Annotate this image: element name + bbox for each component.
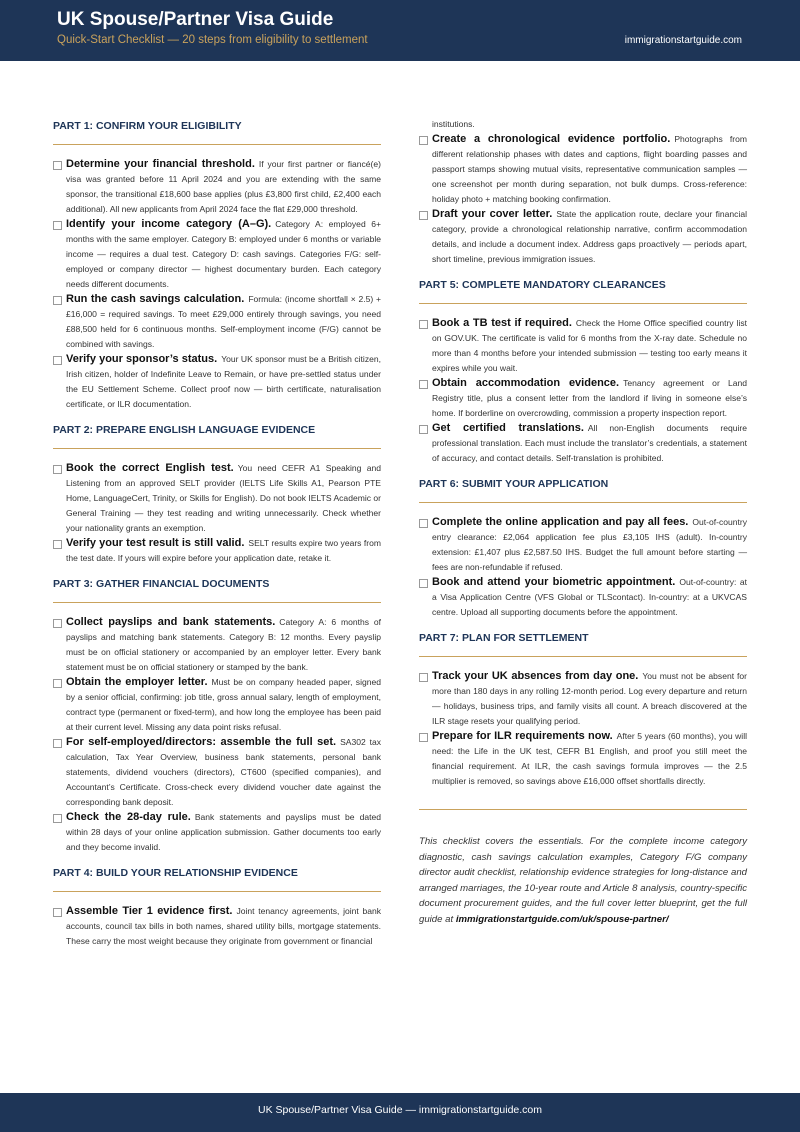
item-lead: Book the correct English test. <box>66 462 234 474</box>
checklist-item <box>53 615 381 675</box>
item-text: Formula: (income shortfall × 2.5) + £16,000 = required savings. To meet £29,000 entirely through savings, you need £88,500 held for 6 continuous months. Self-employment income (F/G) cannot be combined with savings. <box>66 294 381 349</box>
section-title-part1: PART 1: CONFIRM YOUR ELIGIBILITY <box>53 108 381 145</box>
page-subtitle: Quick-Start Checklist — 20 steps from eligibility to settlement <box>57 34 368 46</box>
item-lead: Track your UK absences from day one. <box>432 670 639 682</box>
checkbox-icon[interactable] <box>53 356 62 365</box>
item-text: Must be on company headed paper, signed by a senior official, confirming: job title, gross annual salary, length of employment, contract type (permanent or fixed-term), and how long the employee has been paid at their current level. Missing any data point risks refusal. <box>66 677 381 732</box>
item-text: After 5 years (60 months), you will need: the Life in the UK test, CEFR B1 English, and proof you still meet the financial requirement. At ILR, the cash savings formula improves — the 2.5 multiplier is removed, so savings above £16,000 offset shortfalls directly. <box>432 731 747 786</box>
item-lead: Verify your test result is still valid. <box>66 537 245 549</box>
checklist-item <box>419 207 747 267</box>
section-title-part7: PART 7: PLAN FOR SETTLEMENT <box>419 620 747 657</box>
item-lead: Verify your sponsor’s status. <box>66 353 218 365</box>
item-lead: Get certified translations. <box>432 422 584 434</box>
section-title-part5: PART 5: COMPLETE MANDATORY CLEARANCES <box>419 267 747 304</box>
section-title-part3: PART 3: GATHER FINANCIAL DOCUMENTS <box>53 566 381 603</box>
header-site-link[interactable]: immigrationstartguide.com <box>624 35 742 46</box>
item-lead: Check the 28-day rule. <box>66 811 191 823</box>
checkbox-icon[interactable] <box>419 211 428 220</box>
item-text: You must not be absent for more than 180 days in any rolling 12-month period. Log every departure and return — holidays, business trips, and family visits all count. A breach discovered at the ILR stage resets your qualifying period. <box>432 671 747 726</box>
checklist-item <box>53 904 381 949</box>
item-text: SA302 tax calculation, Tax Year Overview, business bank statements, personal bank statements, dividend vouchers (directors), CT600 (specified companies), and Accountant’s Certificate. Cross-check every dividend voucher date against the corresponding bank deposit. <box>66 737 381 807</box>
item-lead: Assemble Tier 1 evidence first. <box>66 905 233 917</box>
item-lead: Book and attend your biometric appointment. <box>432 576 676 588</box>
checkbox-icon[interactable] <box>53 679 62 688</box>
checkbox-icon[interactable] <box>53 619 62 628</box>
checklist-item <box>419 421 747 466</box>
checklist-item <box>53 536 381 566</box>
item-lead: Prepare for ILR requirements now. <box>432 730 613 742</box>
checkbox-icon[interactable] <box>53 540 62 549</box>
checkbox-icon[interactable] <box>53 296 62 305</box>
checklist-item <box>53 461 381 536</box>
checkbox-icon[interactable] <box>419 320 428 329</box>
closing-note <box>419 834 747 927</box>
checklist-item <box>53 292 381 352</box>
item-text: Tenancy agreement or Land Registry title, plus a consent letter from the landlord if living in someone else’s home. If borderline on overcrowding, commission a property inspection report. <box>432 378 747 418</box>
checkbox-icon[interactable] <box>419 673 428 682</box>
item-text: Your UK sponsor must be a British citizen, Irish citizen, holder of Indefinite Leave to Remain, or have pre-settled status under the EU Settlement Scheme. Collect proof now — birth certificate, naturalisation certificate, or ILR documentation. <box>66 354 381 409</box>
checklist-item <box>419 316 747 376</box>
item-lead: Draft your cover letter. <box>432 208 553 220</box>
checkbox-icon[interactable] <box>53 465 62 474</box>
item-lead: Collect payslips and bank statements. <box>66 616 276 628</box>
item-lead: Create a chronological evidence portfolio. <box>432 133 671 145</box>
checklist-item <box>53 810 381 855</box>
item-text: All non-English documents require professional translation. Each must include the translator’s credentials, a statement of accuracy, and contact details. Self-translation is prohibited. <box>432 423 747 463</box>
item-text: Photographs from different relationship phases with dates and captions, flight boarding passes and passport stamps showing mutual visits, representative communication samples — one screenshot per month during separation, not bulk dumps. Cross-reference: holiday photo + matching booking confirmation. <box>432 134 748 204</box>
section-title-part2: PART 2: PREPARE ENGLISH LANGUAGE EVIDENCE <box>53 412 381 449</box>
guide-link[interactable]: immigrationstartguide.com/uk/spouse-partner/ <box>455 913 669 925</box>
item-lead: For self-employed/directors: assemble the full set. <box>66 736 337 748</box>
checkbox-icon[interactable] <box>419 425 428 434</box>
checklist-item <box>419 669 747 729</box>
checkbox-icon[interactable] <box>53 908 62 917</box>
checklist-item <box>53 675 381 735</box>
checkbox-icon[interactable] <box>419 519 428 528</box>
item-text: Out-of-country: at a Visa Application Centre (VFS Global or TLScontact). In-country: at a UKVCAS centre. Upload all supporting documents before the appointment. <box>432 577 747 617</box>
page-footer: UK Spouse/Partner Visa Guide — immigrationstartguide.com <box>0 1093 800 1132</box>
checklist-item <box>53 352 381 412</box>
item-lead: Complete the online application and pay all fees. <box>432 516 689 528</box>
item-text: Out-of-country entry clearance: £2,064 application fee plus £3,105 IHS (adult). In-country extension: £1,407 plus £2,587.50 IHS. Budget the full amount before starting — fees are non-refundable if refused. <box>432 517 747 572</box>
item-text: Category A: 6 months of payslips and matching bank statements. Category B: 12 months. Every payslip must be on official stationery or accompanied by an employer letter. Every bank statement must be on official stationery or stamped by the bank. <box>66 617 381 672</box>
page-title: UK Spouse/Partner Visa Guide <box>57 9 334 30</box>
closing-text: This checklist covers the essentials. For the complete income category diagnostic, cash savings calculation examples, Category F/G company director audit checklist, relationship evidence strategies for long-distance and arranged marriages, the 10-year route and Article 8 analysis, country-specific document procurement guides, and the full cover letter blueprint, get the full guide at <box>419 836 747 925</box>
page-header <box>0 0 800 61</box>
item-lead: Identify your income category (A–G). <box>66 218 272 230</box>
checkbox-icon[interactable] <box>419 579 428 588</box>
checklist-item <box>53 735 381 810</box>
checkbox-icon[interactable] <box>53 161 62 170</box>
checklist-item <box>53 217 381 292</box>
right-column <box>419 117 747 927</box>
checklist-item <box>419 729 747 789</box>
left-column <box>53 108 381 949</box>
checklist-item <box>53 157 381 217</box>
item-text: You need CEFR A1 Speaking and Listening from an approved SELT provider (IELTS Life Skills A1, Pearson PTE Home, LanguageCert, Trinity, or Skills for English). Do not book IELTS Academic or General Training — they test reading and writing unnecessarily. Check whether your nationality grants an exemption. <box>66 463 381 533</box>
checklist-item <box>419 515 747 575</box>
item-text: If your first partner or fiancé(e) visa was granted before 11 April 2024 and you are extending with the same sponsor, the transitional £18,600 base applies (plus £3,800 first child, £2,400 each additional). All new applicants from April 2024 face the flat £29,000 threshold. <box>66 159 381 214</box>
checkbox-icon[interactable] <box>53 814 62 823</box>
section-title-part4: PART 4: BUILD YOUR RELATIONSHIP EVIDENCE <box>53 855 381 892</box>
item-lead: Obtain accommodation evidence. <box>432 377 620 389</box>
item-text: Joint tenancy agreements, joint bank accounts, council tax bills in both names, shared utility bills, mortgage statements. These carry the most weight because they originate from government or financial <box>66 906 381 946</box>
item-text: Check the Home Office specified country list on GOV.UK. The certificate is valid for 6 months from the X-ray date. Schedule no more than 4 months before your intended submission — testing too early means it expires while you wait. <box>432 318 747 373</box>
item-lead: Run the cash savings calculation. <box>66 293 245 305</box>
checkbox-icon[interactable] <box>419 733 428 742</box>
divider <box>419 809 747 810</box>
item-text: Category A: employed 6+ months with the same employer. Category B: employed under 6 months or variable income — requires a dual test. Category D: cash savings. Categories F/G: self-employed or company director — highest documentary burden. Each category needs different documents. <box>66 219 381 289</box>
item-continuation: institutions. <box>432 119 475 129</box>
checklist-item <box>419 132 747 207</box>
item-lead: Book a TB test if required. <box>432 317 572 329</box>
item-text: State the application route, declare your financial category, provide a chronological relationship narrative, confirm accommodation details, and include a document index. Address gaps proactively — periods apart, short timeline, previous immigration issues. <box>432 209 747 264</box>
checkbox-icon[interactable] <box>53 221 62 230</box>
checkbox-icon[interactable] <box>419 380 428 389</box>
item-text: Bank statements and payslips must be dated within 28 days of your online application submission. Gather documents too early and they become invalid. <box>66 812 381 852</box>
checklist-item <box>419 376 747 421</box>
checklist-item <box>419 575 747 620</box>
item-text: SELT results expire two years from the test date. If yours will expire before your application date, retake it. <box>66 538 381 563</box>
section-title-part6: PART 6: SUBMIT YOUR APPLICATION <box>419 466 747 503</box>
checkbox-icon[interactable] <box>53 739 62 748</box>
item-lead: Determine your financial threshold. <box>66 158 255 170</box>
checkbox-icon[interactable] <box>419 136 428 145</box>
item-lead: Obtain the employer letter. <box>66 676 208 688</box>
